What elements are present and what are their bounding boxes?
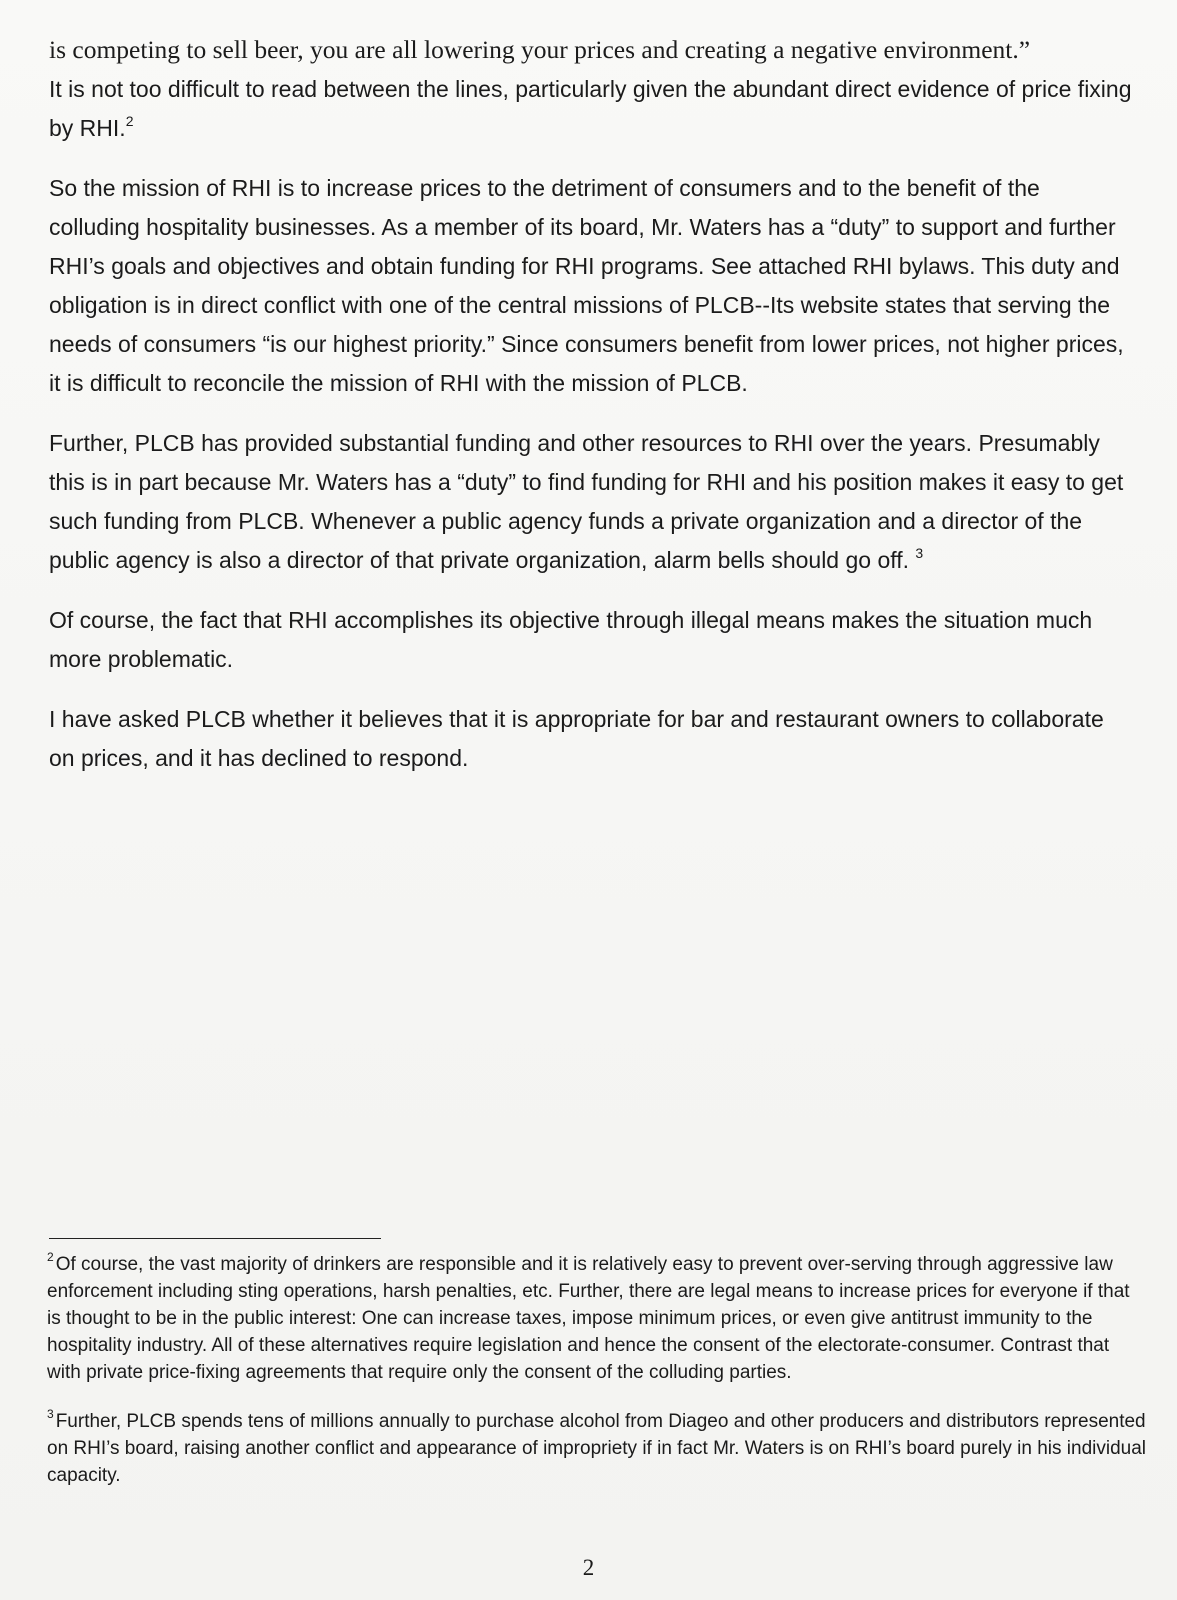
footnote-text: Further, PLCB spends tens of millions annually to purchase alcohol from Diageo and other producers and distributors represented on RHI’s board, raising another conflict and appearance of impropriety if in fact Mr. Waters is on RHI’s board purely in his individual capacity. [47, 1411, 1147, 1486]
paragraph-3 [49, 424, 1134, 580]
footnote-ref-3[interactable]: 3 [915, 545, 924, 561]
paragraph-1-quote-end: is competing to sell beer, you are all lowering your prices and creating a negative environment.” [49, 35, 1031, 64]
footnote-ref-2[interactable]: 2 [125, 113, 134, 129]
paragraph-4: Of course, the fact that RHI accomplishes its objective through illegal means makes the situation much more problematic. [49, 607, 1093, 672]
footnote-mark: 2 [47, 1250, 54, 1264]
footnote-mark: 3 [47, 1407, 54, 1421]
paragraph-2: So the mission of RHI is to increase prices to the detriment of consumers and to the benefit of the colluding hospitality businesses. As a member of its board, Mr. Waters has a “duty” to support and further RHI’s goals and objectives and obtain funding for RHI programs. See attached RHI bylaws. This duty and obligation is in direct conflict with one of the central missions of PLCB--Its website states that serving the needs of consumers “is our highest priority.” Since consumers benefit from lower prices, not higher prices, it is difficult to reconcile the mission of RHI with the mission of PLCB. [49, 175, 1124, 396]
paragraph-1-text: It is not too difficult to read between the lines, particularly given the abundant direct evidence of price fixing by RHI. [49, 76, 1132, 141]
footnote-separator [49, 1238, 381, 1239]
footnote-2 [47, 1251, 1147, 1386]
footnotes [47, 1251, 1147, 1511]
paragraph-1 [49, 30, 1134, 148]
paragraph-5: I have asked PLCB whether it believes that it is appropriate for bar and restaurant owners to collaborate on prices, and it has declined to respond. [49, 706, 1104, 771]
footnote-text: Of course, the vast majority of drinkers are responsible and it is relatively easy to prevent over-serving through aggressive law enforcement including sting operations, harsh penalties, etc. Further, there are legal means to increase prices for everyone if that is thought to be in the public interest: One can increase taxes, impose minimum prices, or even give antitrust immunity to the hospitality industry. All of these alternatives require legislation and hence the consent of the electorate-consumer. Contrast that with private price-fixing agreements that require only the consent of the colluding parties. [47, 1254, 1130, 1383]
page-number: 2 [582, 1555, 595, 1580]
body-text [49, 30, 1134, 799]
paragraph-3-text: Further, PLCB has provided substantial funding and other resources to RHI over the years. Presumably this is in part because Mr. Waters has a “duty” to find funding for RHI and his position makes it easy to get such funding from PLCB. Whenever a public agency funds a private organization and a director of the public agency is also a director of that private organization, alarm bells should go off. [49, 430, 1124, 573]
footnote-3 [47, 1408, 1147, 1489]
